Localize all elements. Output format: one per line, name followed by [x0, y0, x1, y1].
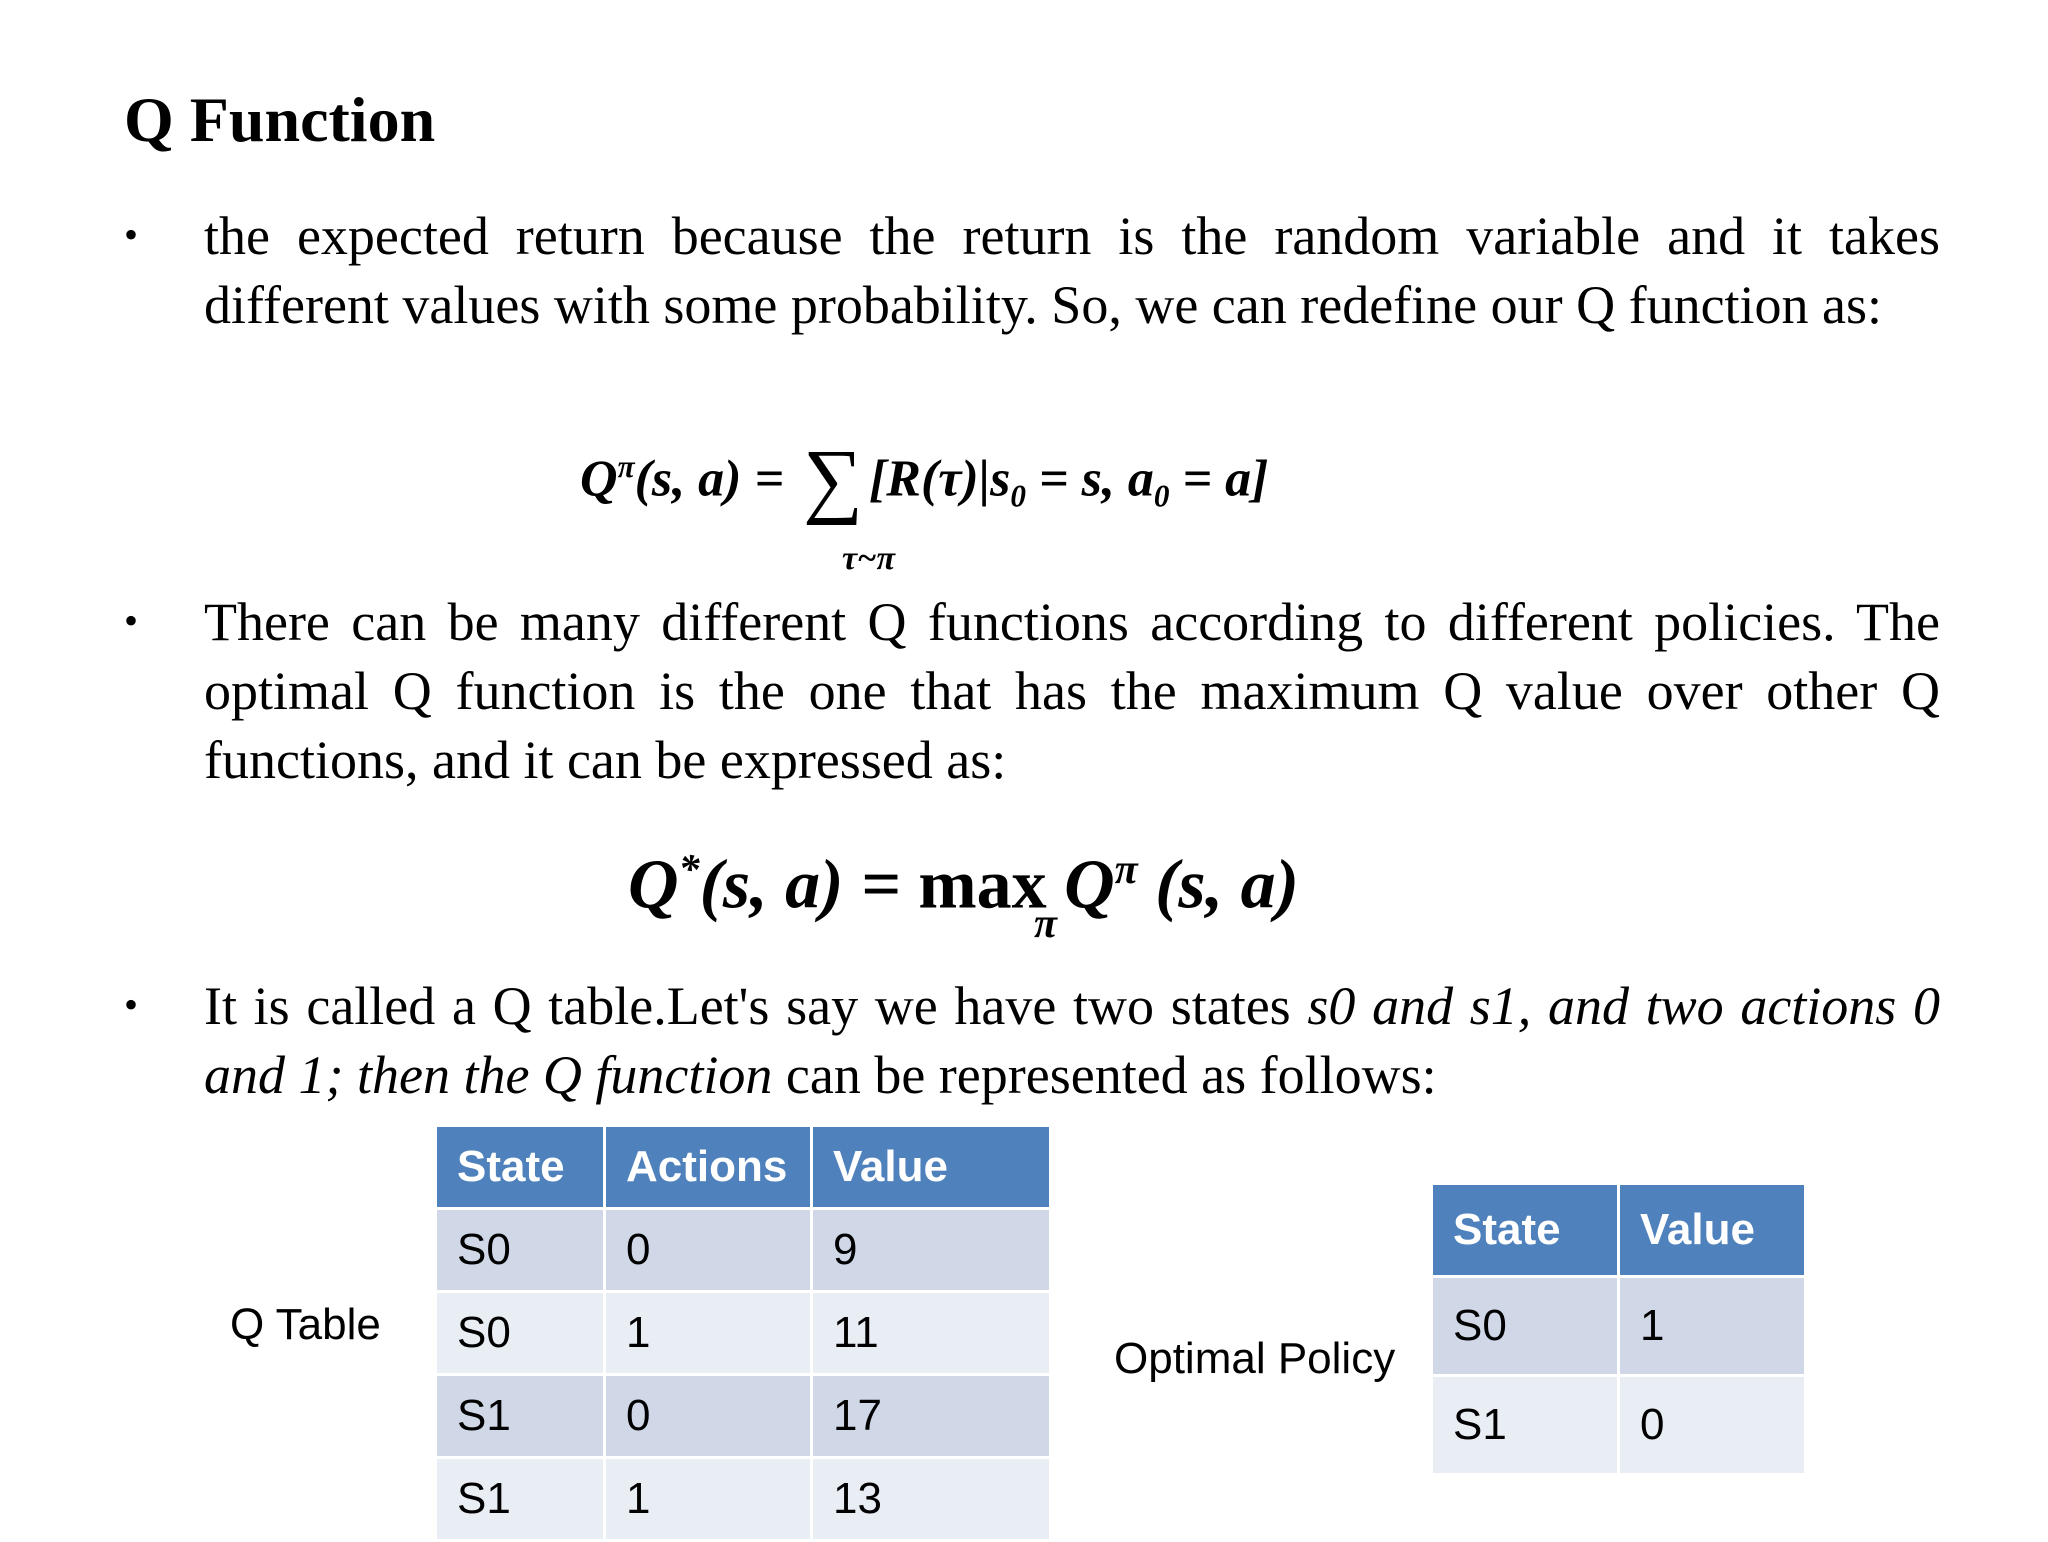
q-table-header-row [436, 1126, 1051, 1209]
policy-table-cell: 1 [1619, 1277, 1806, 1376]
bullet-text-1: the expected return because the return is the random variable and it takes different values with some probability. So, we can redefine our Q function as: [204, 206, 1940, 335]
q-table [434, 1124, 1052, 1542]
q-table-cell: 9 [812, 1209, 1051, 1292]
q-table-cell: 13 [812, 1458, 1051, 1541]
q-table-cell: 17 [812, 1375, 1051, 1458]
bullet-marker: • [124, 212, 139, 257]
formula-q-star: Q*(s, $a) = \max Q^\pi$ (s, a) [628, 846, 1299, 924]
bullet-marker: • [124, 598, 139, 643]
policy-table-header-state: State [1432, 1184, 1619, 1277]
q-table-label: Q Table [230, 1300, 381, 1349]
q-table-cell: S1 [436, 1375, 605, 1458]
bullet-text-2: There can be many different Q functions according to different policies. The optimal Q function is the one that has the maximum Q value over other Q functions, and it can be expressed as: [204, 592, 1940, 790]
q-table-cell: 0 [605, 1375, 812, 1458]
q-table-cell: S1 [436, 1458, 605, 1541]
policy-table-cell: S0 [1432, 1277, 1619, 1376]
formula-q-pi-subscript: τ~π [842, 540, 896, 577]
q-table-header-state: State [436, 1126, 605, 1209]
formula-q-star-subscript: π [1034, 901, 1057, 947]
policy-table-cell: 0 [1619, 1376, 1806, 1475]
table-row [436, 1209, 1051, 1292]
policy-table-header-value: Value [1619, 1184, 1806, 1277]
policy-table [1430, 1182, 1807, 1476]
q-table-cell: S0 [436, 1209, 605, 1292]
bullet-text-3: It is called a Q table.Let's say we have two states s0 and s1, and two actions 0 and 1; then the Q function can be represented as follows: [204, 976, 1940, 1105]
q-table-header-actions: Actions [605, 1126, 812, 1209]
table-row [436, 1375, 1051, 1458]
q-table-cell: S0 [436, 1292, 605, 1375]
table-row [1432, 1277, 1806, 1376]
formula-q-pi: $Q^\pi(s$, a) = ∑ [$R(\tau)|s_0 = s$, $a_0 = a$] [580, 433, 1269, 527]
table-row [436, 1458, 1051, 1541]
q-table-cell: 0 [605, 1209, 812, 1292]
q-table-cell: 1 [605, 1292, 812, 1375]
slide-title: Q Function [124, 84, 436, 155]
q-table-header-value: Value [812, 1126, 1051, 1209]
table-row [436, 1292, 1051, 1375]
sigma-symbol: ∑ [803, 433, 863, 527]
q-table-cell: 1 [605, 1458, 812, 1541]
q-table-cell: 11 [812, 1292, 1051, 1375]
policy-table-cell: S1 [1432, 1376, 1619, 1475]
policy-table-header-row [1432, 1184, 1806, 1277]
policy-table-label: Optimal Policy [1114, 1334, 1396, 1383]
table-row [1432, 1376, 1806, 1475]
bullet-marker: • [124, 982, 139, 1027]
